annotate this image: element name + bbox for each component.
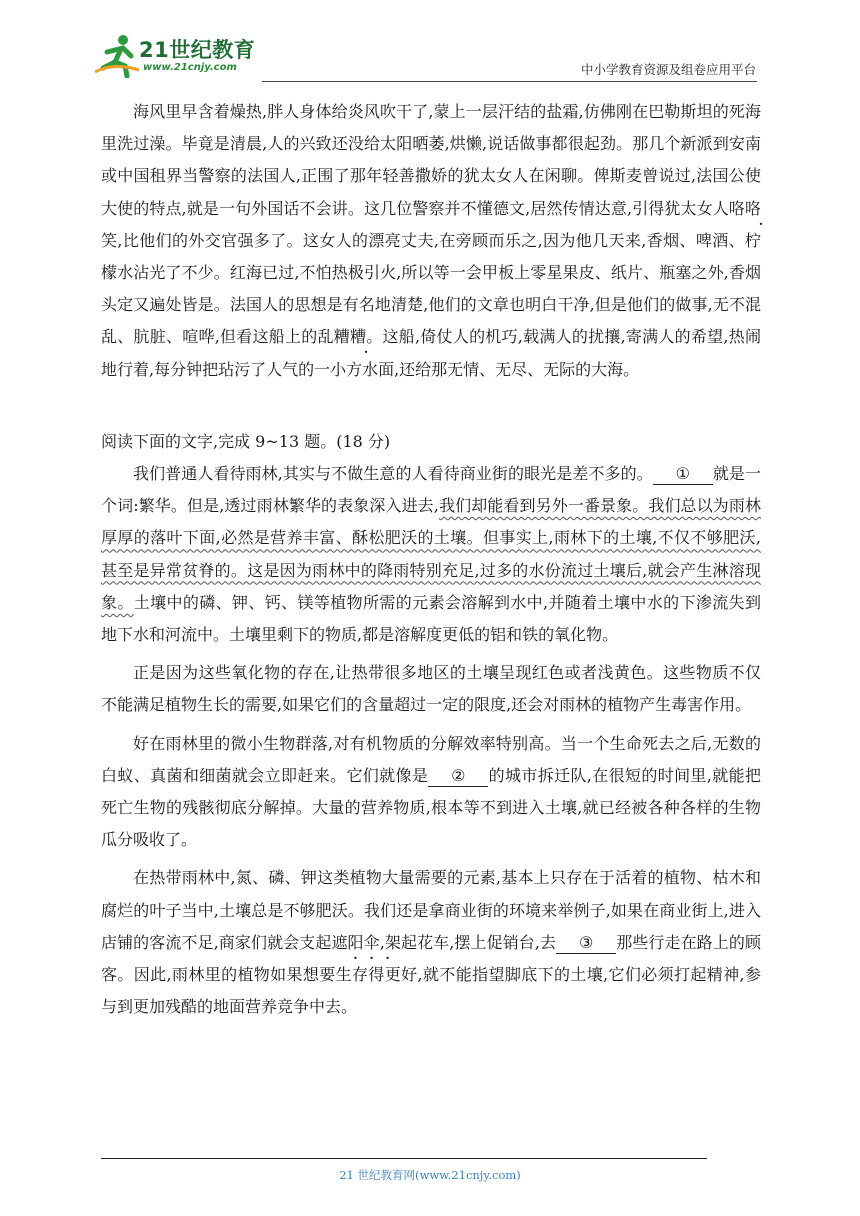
paragraph-text: ,架起花车,摆上促销台,去 (379, 932, 557, 952)
paragraph-text: 我们普通人看待雨林,其实与不做生意的人看待商业街的眼光是差不多的。 (133, 464, 653, 484)
fill-blank-2: ② (428, 766, 488, 787)
runner-logo-icon (93, 32, 141, 78)
platform-tagline: 中小学教育资源及组卷应用平台 (580, 62, 756, 77)
logo-text: 21世纪教育 (139, 38, 256, 62)
emphasis-word (334, 327, 367, 346)
section-spacer (101, 386, 761, 424)
paragraph-text: 好在雨林里的微小生物群落,对有机物质的分解效率特别高。当一个生命死去之后,无数的白蚁、真菌和细菌就会立即赶来。它们就像是 (101, 733, 761, 785)
emphasis-word-text: 糟糟 (333, 327, 367, 347)
site-logo[interactable] (93, 32, 263, 80)
paragraph-text: 在热带雨林中,氮、磷、钾这类植物大量需要的元素,基本上只存在于活着的植物、枯木和腐烂的叶子当中,土壤总是不够肥沃。我们还是拿商业街的环境来举例子,如果在商业街上,进入店铺的客流不足,商家们就会支起 (101, 868, 761, 952)
emphasis-word (729, 199, 761, 218)
passage-text: 。这船,倚仗人的机巧,载满人的扰攘,寄满人的希望,热闹地行着,每分钟把玷污了人气的一小方水面,还给那无情、无尽、无际的大海。 (101, 327, 761, 379)
emphasis-char: 阳 (347, 932, 364, 952)
page-header (0, 0, 860, 90)
passage-text: 海风里早含着燥热,胖人身体给炎风吹干了,蒙上一层汗结的盐霜,仿佛刚在巴勒斯坦的死海里洗过澡。毕竟是清晨,人的兴致还没给太阳晒萎,烘懒,说话做事都很起劲。那几个新派到安南或中国租界当警察的法国人,正围了那年轻善撒娇的犹太女人在闲聊。俾斯麦曾说过,法国公使大使的特点,就是一句外国话不会讲。这几位警察并不懂德文,居然传情达意,引得犹太女人 (101, 102, 761, 218)
emphasis-phrase (331, 933, 379, 952)
paragraph-text: 的城市拆迁队,在很短的时间里,就能把死亡生物的残骸彻底分解掉。大量的营养物质,根本等不到进入土壤,就已经被各种各样的生物瓜分吸收了。 (101, 765, 761, 850)
document-body (101, 96, 761, 1023)
wavy-underlined-text: 我们却能看到另外一番景象。我们总以为雨林厚厚的落叶下面,必然是营养丰富、酥松肥沃的土壤。但事实上,雨林下的土壤,不仅不够肥沃,甚至是异常贫脊的。这是因为雨林中的降雨特别充足,过多的水份流过土壤后,就会产生淋溶现象。 (101, 496, 761, 612)
paragraph-text: 那些行走在路上的顾客。因此,雨林里的植物如果想要生存得更好,就不能指望脚底下的土壤,它们必须打起精神,参与到更加残酷的地面营养竞争中去。 (101, 932, 761, 1017)
fill-blank-1: ① (653, 464, 713, 485)
reading-paragraph-2: 正是因为这些氧化物的存在,让热带很多地区的土壤呈现红色或者浅黄色。这些物质不仅不能满足植物生长的需要,如果它们的含量超过一定的限度,还会对雨林的植物产生毒害作用。 (101, 663, 761, 715)
footer-link[interactable]: 21 世纪教育网(www.21cnjy.com) (339, 1168, 521, 1182)
reading-paragraph-3 (101, 728, 761, 857)
emphasis-word-text: 咯咯 (728, 198, 761, 218)
passage-text: 笑,比他们的外交官强多了。这女人的漂亮丈夫,在旁顾而乐之,因为他几天来,香烟、啤酒、柠檬水沾光了不少。红海已过,不怕热极引火,所以等一会甲板上零星果皮、纸片、瓶塞之外,香烟头定又遍处皆是。法国人的思想是有名地清楚,他们的文章也明白干净,但是他们的做事,无不混乱、肮脏、喧哗,但看这船上的乱 (101, 230, 761, 347)
emphasis-char: 伞 (363, 932, 380, 952)
reading-paragraph-4 (101, 862, 761, 1023)
question-instruction: 阅读下面的文字,完成 9~13 题。(18 分) (101, 431, 391, 451)
emphasis-char: 遮 (331, 932, 348, 952)
reading-paragraph-1 (101, 458, 761, 651)
paragraph-text: 土壤中的磷、钾、钙、镁等植物所需的元素会溶解到水中,并随着土壤中水的下渗流失到地下水和河流中。土壤里剩下的物质,都是溶解度更低的铝和铁的氧化物。 (101, 592, 761, 645)
paragraph-text: 就是一个词:繁华。但是,透过雨林繁华的表象深入进去, (101, 464, 761, 516)
header-divider (262, 81, 757, 82)
fill-blank-3: ③ (556, 933, 616, 954)
footer-divider (101, 1158, 707, 1159)
passage-paragraph (101, 96, 761, 386)
logo-url: www.21cnjy.com (143, 62, 237, 73)
